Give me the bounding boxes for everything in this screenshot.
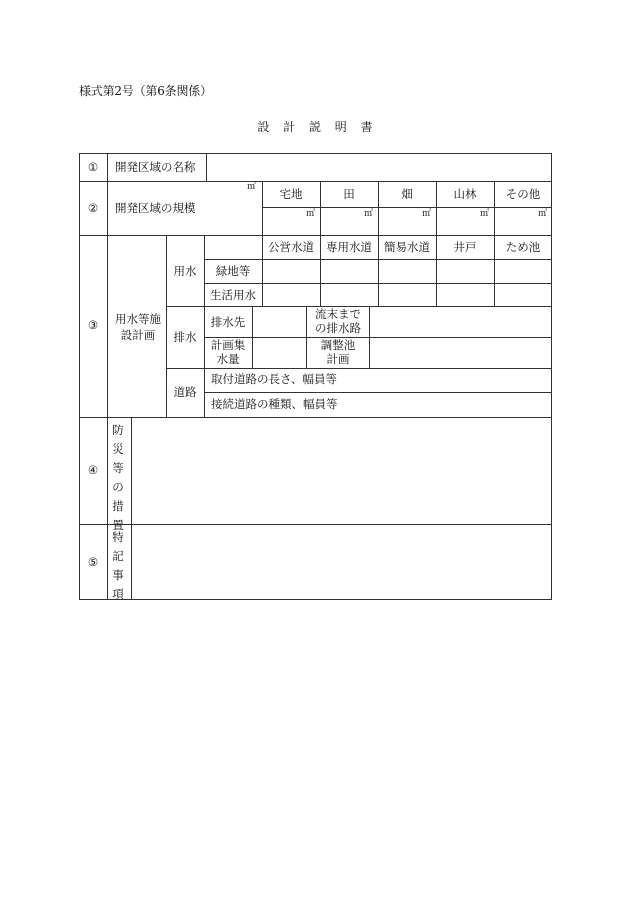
area-col-forest: 山林 bbox=[453, 187, 477, 201]
total-area-unit: ㎡ bbox=[247, 182, 257, 192]
row3-number: ③ bbox=[87, 318, 99, 332]
special-notes-label: 特記事項 bbox=[112, 530, 124, 601]
area-col-other: その他 bbox=[505, 187, 541, 201]
development-area-name-label: 開発区域の名称 bbox=[115, 160, 196, 174]
area-col-paddy: 田 bbox=[343, 187, 355, 201]
supply-col-simple: 簡易水道 bbox=[384, 240, 430, 254]
planned-catchment-label: 計画集水量 bbox=[210, 338, 246, 366]
other-area-unit: ㎡ bbox=[538, 209, 548, 219]
area-col-residential: 宅地 bbox=[279, 187, 303, 201]
detention-pond-plan-label: 調整池計画 bbox=[320, 338, 356, 366]
water-supply-label: 用水 bbox=[173, 264, 197, 278]
document-title: 設 計 説 明 書 bbox=[257, 120, 373, 134]
supply-col-pond: ため池 bbox=[505, 240, 541, 254]
area-col-field: 畑 bbox=[401, 187, 413, 201]
drainage-destination-label: 排水先 bbox=[210, 315, 246, 329]
forest-area-unit: ㎡ bbox=[480, 209, 490, 219]
road-label: 道路 bbox=[173, 385, 197, 399]
residential-area-unit: ㎡ bbox=[306, 209, 316, 219]
form-number: 様式第2号（第6条関係） bbox=[79, 84, 212, 98]
row2-number: ② bbox=[87, 201, 99, 215]
water-facility-plan-label: 用水等施設計画 bbox=[115, 312, 161, 342]
row1-number: ① bbox=[87, 160, 99, 174]
supply-row-green: 緑地等 bbox=[215, 264, 251, 278]
disaster-prevention-label: 防災等の措置 bbox=[112, 423, 124, 532]
access-road-label: 取付道路の長さ、幅員等 bbox=[211, 372, 338, 386]
supply-col-private: 専用水道 bbox=[326, 240, 372, 254]
field-area-unit: ㎡ bbox=[422, 209, 432, 219]
development-area-size-label: 開発区域の規模 bbox=[115, 201, 196, 215]
paddy-area-unit: ㎡ bbox=[364, 209, 374, 219]
final-drainage-route-label: 流末までの排水路 bbox=[315, 307, 361, 335]
supply-col-public: 公営水道 bbox=[268, 240, 314, 254]
drainage-label: 排水 bbox=[173, 330, 197, 344]
connecting-road-label: 接続道路の種類、幅員等 bbox=[211, 397, 338, 411]
supply-row-domestic: 生活用水 bbox=[210, 288, 256, 302]
row4-number: ④ bbox=[87, 463, 99, 477]
row5-number: ⑤ bbox=[87, 555, 99, 569]
supply-col-well: 井戸 bbox=[453, 240, 477, 254]
